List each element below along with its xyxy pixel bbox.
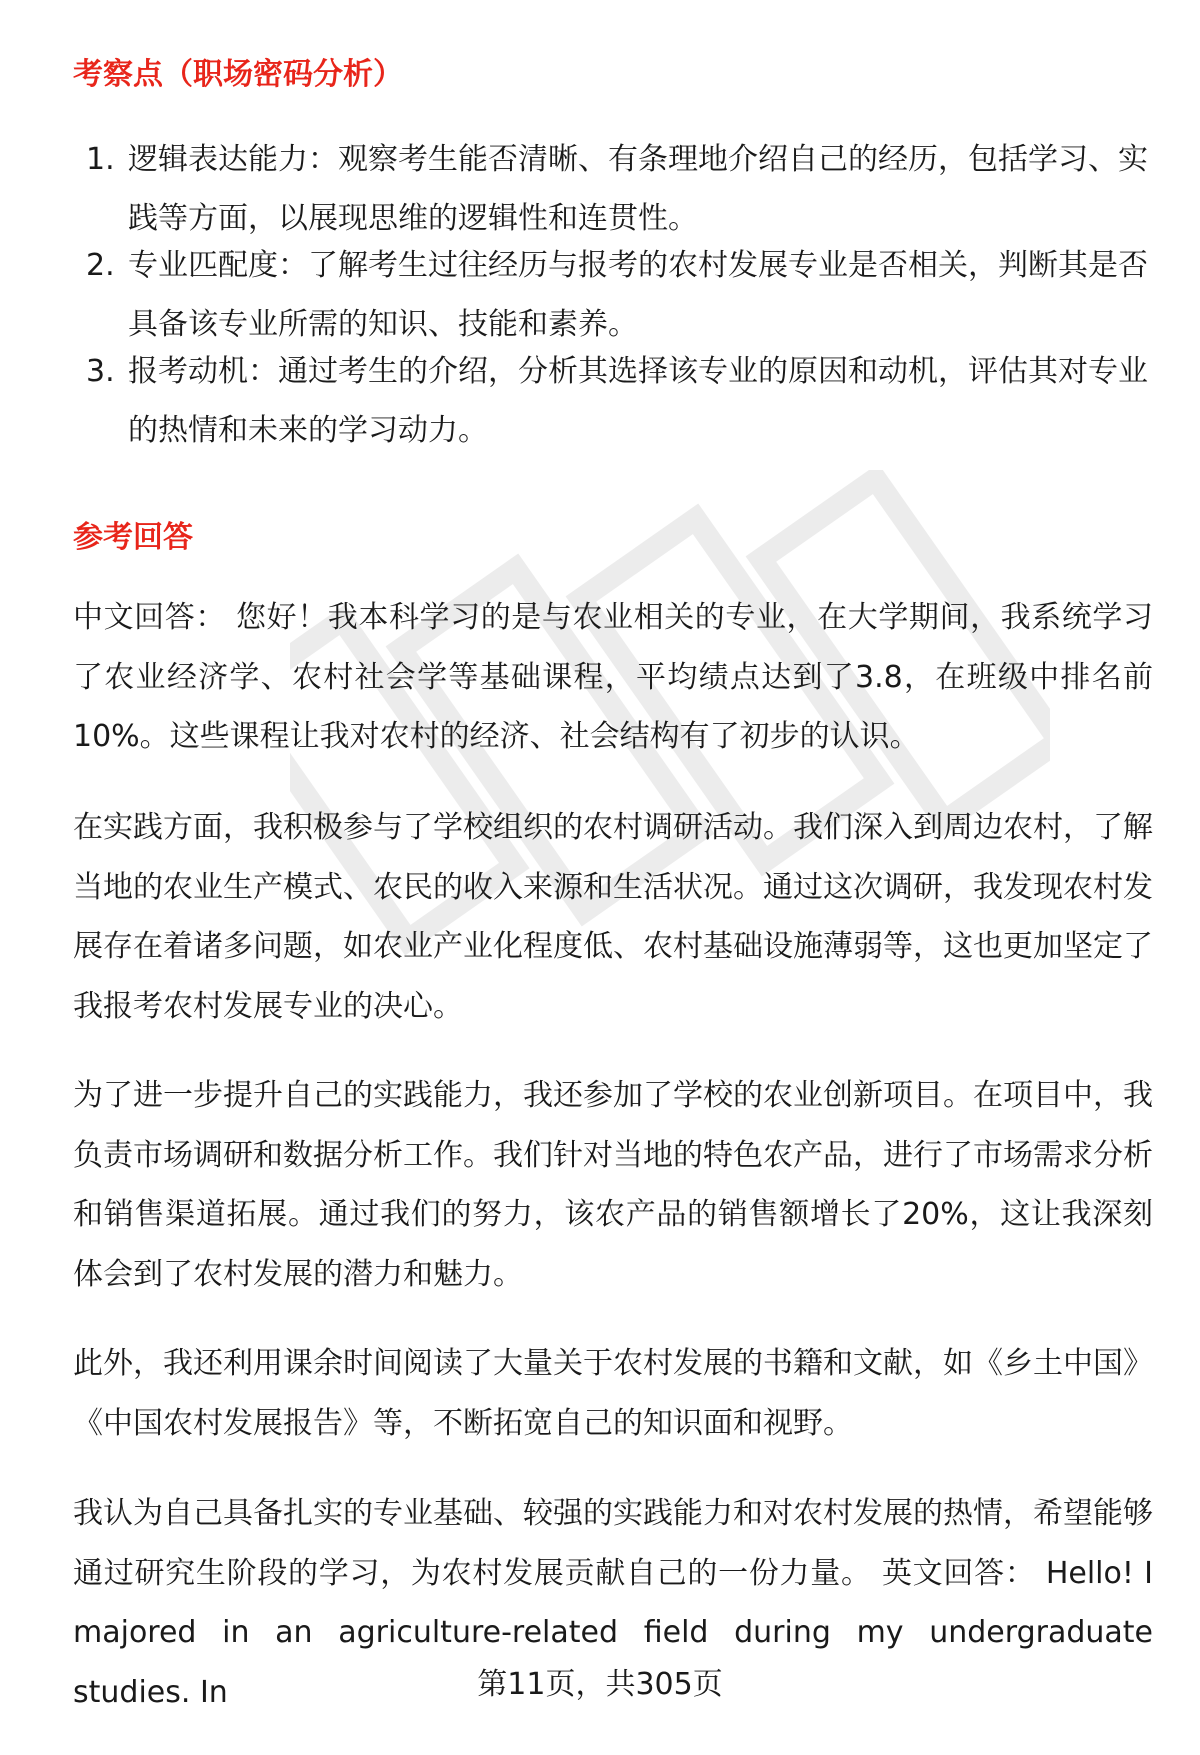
list-item-text: 报考动机：通过考生的介绍，分析其选择该专业的原因和动机，评估其对专业的热情和未来的学习动力。 [128,354,1148,448]
list-item [73,342,1153,460]
analysis-list [73,130,1153,460]
list-item [73,236,1153,354]
answer-paragraph: 中文回答： 您好！我本科学习的是与农业相关的专业，在大学期间，我系统学习了农业经济学、农村社会学等基础课程，平均绩点达到了3.8，在班级中排名前10%。这些课程让我对农村的经济、社会结构有了初步的认识。 [73,600,1153,754]
answer-paragraph: 我认为自己具备扎实的专业基础、较强的实践能力和对农村发展的热情，希望能够通过研究生阶段的学习，为农村发展贡献自己的一份力量。 英文回答： Hello! I majored in an agriculture-related field during my undergraduate studies. In [73,1496,1153,1710]
list-item-number: 1. [86,142,115,177]
list-item-text: 逻辑表达能力：观察考生能否清晰、有条理地介绍自己的经历，包括学习、实践等方面，以展现思维的逻辑性和连贯性。 [128,142,1148,236]
section-heading-analysis: 考察点（职场密码分析） [73,57,403,92]
section-heading-reference-answer: 参考回答 [73,520,193,555]
list-item [73,130,1153,248]
answer-paragraph: 在实践方面，我积极参与了学校组织的农村调研活动。我们深入到周边农村，了解当地的农业生产模式、农民的收入来源和生活状况。通过这次调研，我发现农村发展存在着诸多问题，如农业产业化程度低、农村基础设施薄弱等，这也更加坚定了我报考农村发展专业的决心。 [73,810,1153,1024]
answer-paragraph: 为了进一步提升自己的实践能力，我还参加了学校的农业创新项目。在项目中，我负责市场调研和数据分析工作。我们针对当地的特色农产品，进行了市场需求分析和销售渠道拓展。通过我们的努力，该农产品的销售额增长了20%，这让我深刻体会到了农村发展的潜力和魅力。 [73,1078,1153,1292]
answer-paragraph: 此外，我还利用课余时间阅读了大量关于农村发展的书籍和文献，如《乡土中国》《中国农村发展报告》等，不断拓宽自己的知识面和视野。 [73,1346,1153,1441]
list-item-number: 2. [86,248,115,283]
page-number: 第11页，共305页 [477,1667,723,1702]
list-item-number: 3. [86,354,115,389]
list-item-text: 专业匹配度：了解考生过往经历与报考的农村发展专业是否相关，判断其是否具备该专业所需的知识、技能和素养。 [128,248,1148,342]
